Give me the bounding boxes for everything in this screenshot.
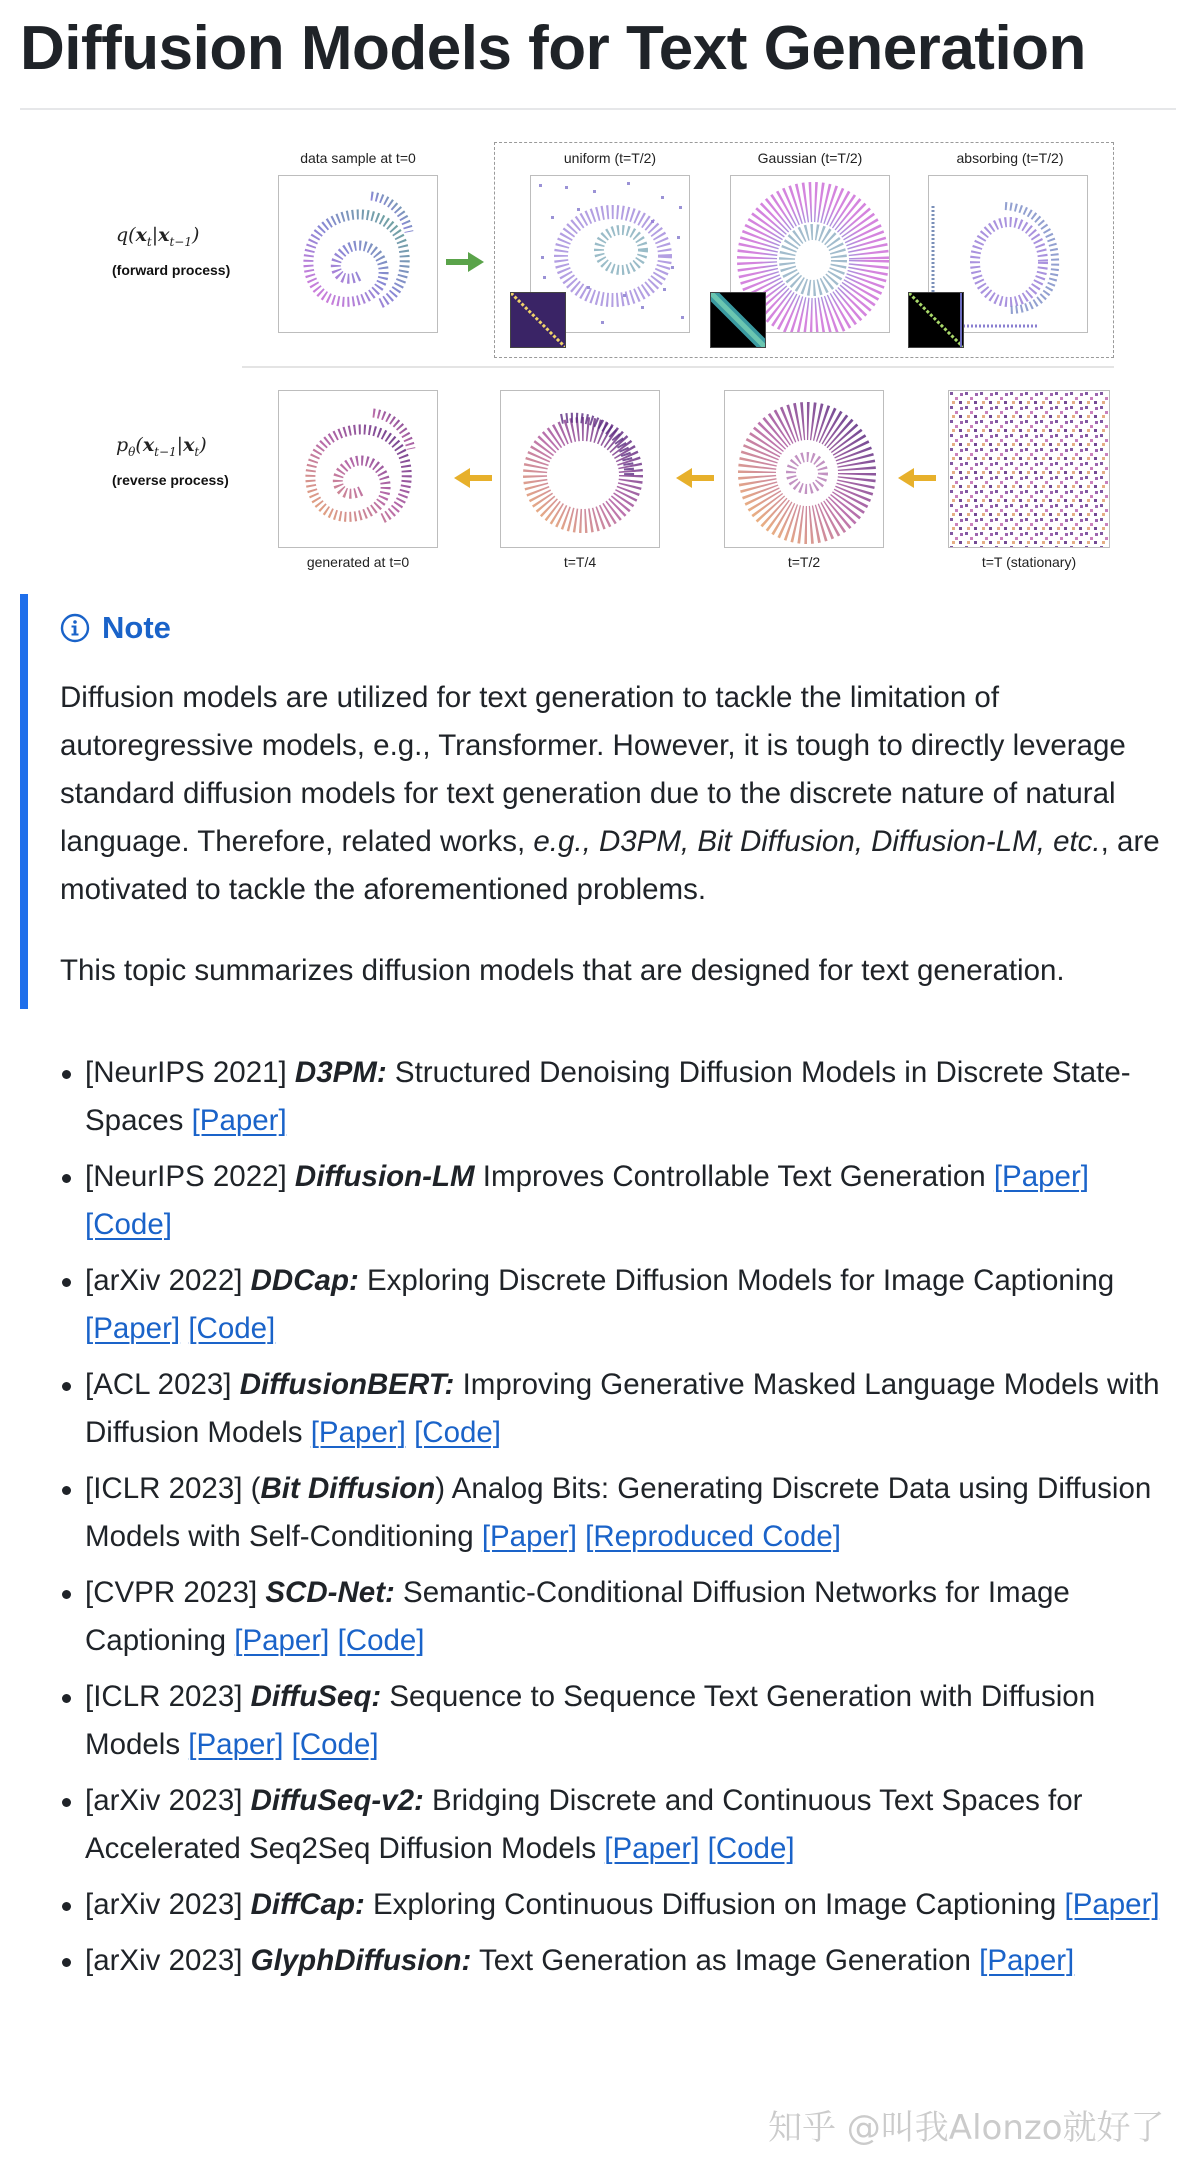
code-link[interactable]: [Code] <box>291 1728 379 1761</box>
model-name: Diffusion-LM <box>294 1160 475 1193</box>
code-link[interactable]: [Code] <box>188 1312 276 1345</box>
generated-t0-panel <box>278 390 438 548</box>
model-name: DiffCap: <box>250 1888 365 1921</box>
t-stationary-panel <box>948 390 1110 548</box>
code-link[interactable]: [Code] <box>85 1208 172 1241</box>
paper-link[interactable]: [Paper] <box>1064 1888 1160 1921</box>
panel-caption: uniform (t=T/2) <box>563 150 657 166</box>
paper-link[interactable]: [Paper] <box>234 1624 330 1657</box>
list-item: [NeurIPS 2022] Diffusion-LM Improves Controllable Text Generation [Paper] [Code] <box>20 1153 1176 1249</box>
reverse-process-formula: $p_\theta(x_{t-1}|x_t)$ <box>116 434 207 459</box>
panel-caption: data sample at t=0 <box>300 150 416 166</box>
panel-caption: generated at t=0 <box>306 554 410 570</box>
reverse-process-label: (reverse process) <box>112 472 229 488</box>
reference-list <box>20 1049 1176 1985</box>
code-link[interactable]: [Code] <box>414 1416 501 1449</box>
forward-process-formula: $q(x_t|x_{t-1})$ <box>116 224 200 249</box>
list-item: [arXiv 2023] DiffCap: Exploring Continuous Diffusion on Image Captioning [Paper] <box>20 1881 1176 1929</box>
note-paragraph <box>60 674 1176 914</box>
panel-caption: t=T (stationary) <box>981 554 1077 570</box>
info-icon <box>60 613 90 643</box>
reverse-arrow-icon <box>674 468 714 488</box>
note-header <box>60 610 1176 646</box>
uniform-transition-matrix <box>510 292 566 348</box>
panel-caption: absorbing (t=T/2) <box>956 150 1064 166</box>
paper-link[interactable]: [Paper] <box>310 1416 406 1449</box>
list-item: [arXiv 2023] GlyphDiffusion: Text Generation as Image Generation [Paper] <box>20 1937 1176 1985</box>
model-name: Bit Diffusion <box>260 1472 436 1505</box>
diffusion-process-figure <box>20 128 1120 568</box>
model-name: SCD-Net: <box>265 1576 395 1609</box>
reverse-arrow-icon <box>452 468 492 488</box>
note-text: , are motivated to tackle the aforementioned problems. <box>60 825 1160 906</box>
code-link[interactable]: [Code] <box>337 1624 425 1657</box>
reproduced-code-link[interactable]: [Reproduced Code] <box>585 1520 841 1553</box>
list-item: [NeurIPS 2021] D3PM: Structured Denoising Diffusion Models in Discrete State-Spaces [Paper] <box>20 1049 1176 1145</box>
data-sample-panel <box>278 175 438 333</box>
paper-link[interactable]: [Paper] <box>191 1104 287 1137</box>
figure-divider <box>242 366 1114 368</box>
panel-caption: Gaussian (t=T/2) <box>757 150 863 166</box>
code-link[interactable]: [Code] <box>707 1832 795 1865</box>
model-name: DiffuSeq: <box>250 1680 382 1713</box>
note-callout <box>20 594 1176 1009</box>
paper-link[interactable]: [Paper] <box>85 1312 181 1345</box>
model-name: DiffusionBERT: <box>239 1368 455 1401</box>
note-title: Note <box>102 610 171 645</box>
model-name: D3PM: <box>294 1056 387 1089</box>
note-text: Diffusion models are utilized for text generation to tackle the limitation of autoregressive models, e.g., Transformer. However, it is tough to directly leverage standard diffusion models for text generation due to the discrete nature of natural language. Therefore, related works, <box>60 681 1126 858</box>
paper-link[interactable]: [Paper] <box>604 1832 700 1865</box>
panel-caption: t=T/4 <box>563 554 597 570</box>
paper-link[interactable]: [Paper] <box>481 1520 577 1553</box>
model-name: DDCap: <box>250 1264 359 1297</box>
paper-link[interactable]: [Paper] <box>979 1944 1075 1977</box>
page-title: Diffusion Models for Text Generation <box>20 0 1176 110</box>
reverse-arrow-icon <box>896 468 936 488</box>
absorbing-transition-matrix <box>908 292 964 348</box>
forward-process-label: (forward process) <box>112 262 231 278</box>
t-quarter-panel <box>500 390 660 548</box>
paper-link[interactable]: [Paper] <box>993 1160 1089 1193</box>
model-name: DiffuSeq-v2: <box>250 1784 424 1817</box>
list-item: [ICLR 2023] DiffuSeq: Sequence to Sequence Text Generation with Diffusion Models [Paper] [Code] <box>20 1673 1176 1769</box>
watermark: 知乎 @叫我Alonzo就好了 <box>768 2108 1165 2148</box>
panel-caption: t=T/2 <box>787 554 821 570</box>
list-item: [CVPR 2023] SCD-Net: Semantic-Conditional Diffusion Networks for Image Captioning [Paper] [Code] <box>20 1569 1176 1665</box>
forward-arrow-icon <box>446 252 486 272</box>
note-emphasis: e.g., D3PM, Bit Diffusion, Diffusion-LM, etc. <box>533 825 1101 858</box>
t-half-panel <box>724 390 884 548</box>
note-paragraph: This topic summarizes diffusion models that are designed for text generation. <box>60 954 1065 987</box>
list-item: [ICLR 2023] (Bit Diffusion) Analog Bits: Generating Discrete Data using Diffusion Models with Self-Conditioning [Paper] [Reproduced Code] <box>20 1465 1176 1561</box>
paper-link[interactable]: [Paper] <box>188 1728 284 1761</box>
list-item: [ACL 2023] DiffusionBERT: Improving Generative Masked Language Models with Diffusion Models [Paper] [Code] <box>20 1361 1176 1457</box>
list-item: [arXiv 2022] DDCap: Exploring Discrete Diffusion Models for Image Captioning [Paper] [Code] <box>20 1257 1176 1353</box>
list-item: [arXiv 2023] DiffuSeq-v2: Bridging Discrete and Continuous Text Spaces for Accelerated Seq2Seq Diffusion Models [Paper] [Code] <box>20 1777 1176 1873</box>
gaussian-transition-matrix <box>710 292 766 348</box>
model-name: GlyphDiffusion: <box>250 1944 472 1977</box>
